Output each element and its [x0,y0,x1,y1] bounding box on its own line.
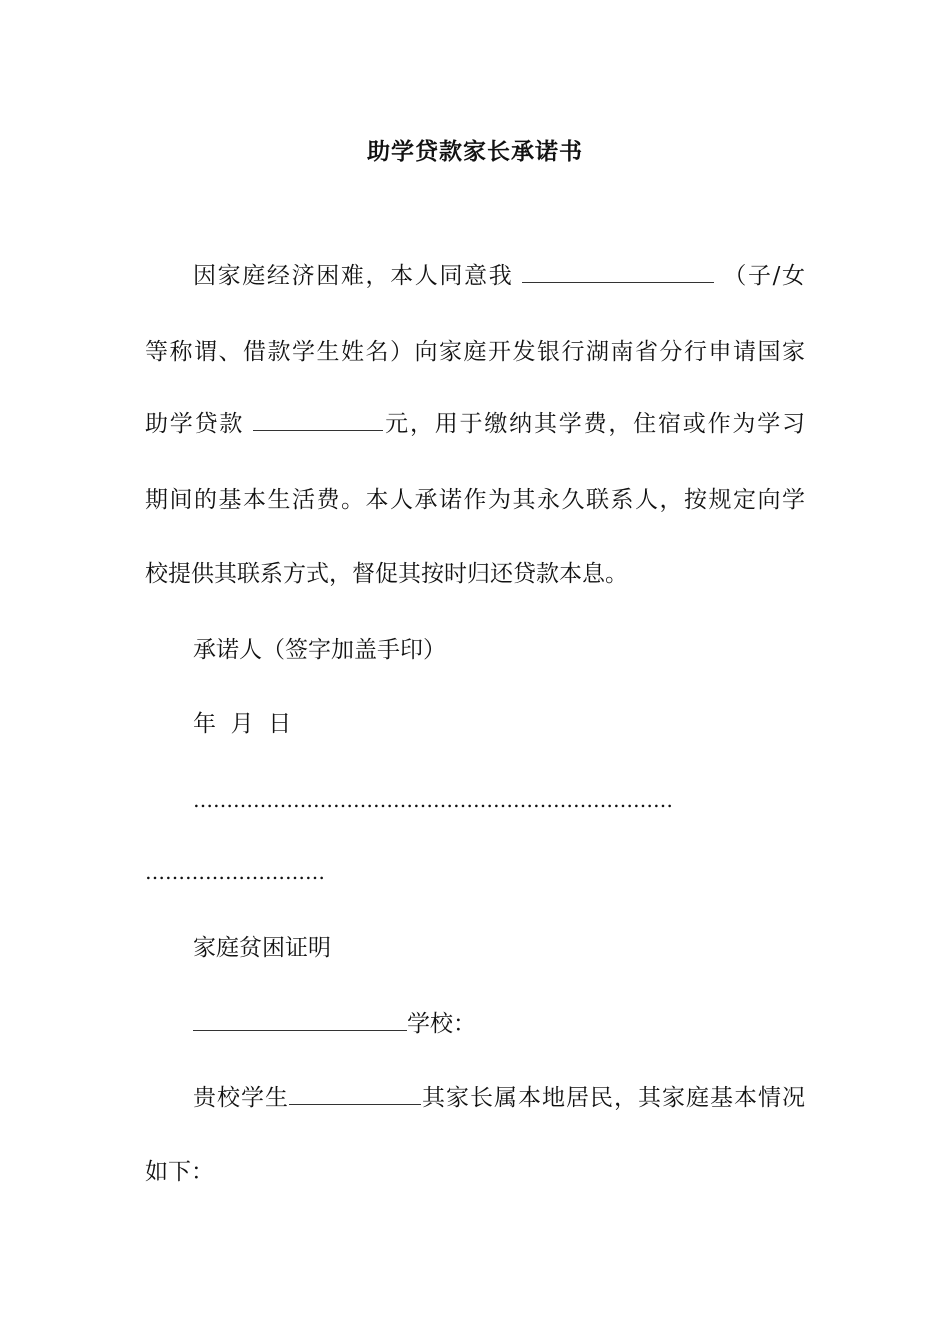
separator-line-1: ……………………………………………………………… [193,788,673,812]
student-name-blank [522,262,714,283]
date-label: 年 月 日 [193,711,292,737]
section-title: 家庭贫困证明 [193,935,331,961]
paragraph-2-line-2: 如下： [145,1159,214,1185]
paragraph-2-text-a: 贵校学生 [193,1085,289,1111]
loan-amount-blank [253,410,383,431]
paragraph-1-text-b: （子/女 [723,263,806,289]
paragraph-1-line-3 [145,408,805,440]
school-name-blank [193,1010,407,1031]
paragraph-2-text-b: 其家长属本地居民，其家庭基本情况 [421,1085,805,1111]
school-suffix: 学校： [407,1011,476,1037]
school-line [193,1008,476,1040]
signature-label: 承诺人（签字加盖手印） [193,637,446,663]
paragraph-1-line-3-text-b: 元，用于缴纳其学费，住宿或作为学习 [383,411,806,437]
document-title: 助学贷款家长承诺书 [367,138,583,165]
paragraph-1-line-2: 等称谓、借款学生姓名）向家庭开发银行湖南省分行申请国家 [145,339,805,365]
paragraph-1-line-4: 期间的基本生活费。本人承诺作为其永久联系人，按规定向学 [145,487,805,513]
separator-line-2: ……………………… [145,860,325,884]
student-blank [289,1084,421,1105]
paragraph-1-line-3-text-a: 助学贷款 [145,411,245,437]
paragraph-1-text-a: 因家庭经济困难，本人同意我 [193,263,514,289]
paragraph-2-line-1 [193,1082,805,1114]
paragraph-1-line-5: 校提供其联系方式，督促其按时归还贷款本息。 [145,561,628,587]
paragraph-1-line-1 [193,260,805,292]
